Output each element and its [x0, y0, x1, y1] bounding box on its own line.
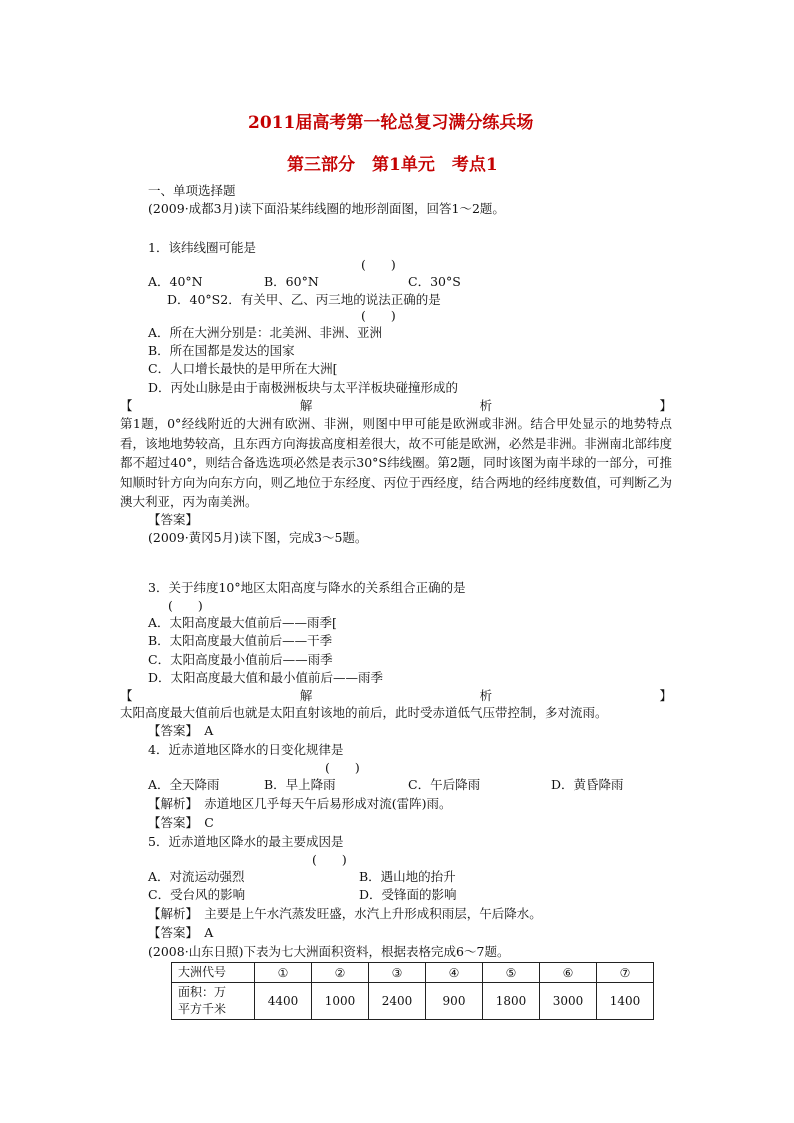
- table-cell-code: ⑤: [483, 963, 540, 983]
- page-subtitle: 第三部分 第1单元 考点1: [287, 155, 498, 175]
- q3-option-b: B．太阳高度最大值前后——干季: [148, 633, 333, 648]
- q4-option-b: B．早上降雨: [264, 777, 336, 792]
- analysis-char-2: 析: [479, 398, 493, 413]
- table-cell-code: ⑥: [540, 963, 597, 983]
- area-header-line2: 平方千米: [178, 1002, 227, 1016]
- continent-area-table: [171, 962, 654, 1020]
- q1-option-d-q2-stem: D．40°S2．有关甲、乙、丙三地的说法正确的是: [167, 292, 441, 307]
- analysis-paragraph-1: 第1题，0°经线附近的大洲有欧洲、非洲，则图中甲可能是欧洲或非洲。结合甲处显示的地势特点看，该地地势较高，且东西方向海拔高度相差很大，故不可能是欧洲，必然是非洲。非洲南北部纬度都不超过40°，则结合备选选项必然是表示30°S纬线圈。第2题，同时该图为南半球的一部分，可推知顺时针方向为向东方向，则乙地位于东经度、丙位于西经度，结合两地的经纬度数值，可判断乙为澳大利亚，丙为南美洲。: [120, 416, 672, 509]
- q1-option-a: A．40°N: [148, 274, 203, 289]
- q3-stem: 3．关于纬度10°地区太阳高度与降水的关系组合正确的是: [148, 580, 466, 595]
- table-row: [172, 983, 654, 1020]
- analysis-char-1: 解: [299, 398, 313, 413]
- analysis-char-2: 析: [479, 688, 493, 703]
- analysis-header-1: [120, 397, 672, 415]
- q4-option-d: D．黄昏降雨: [551, 777, 624, 792]
- table-cell-area: 3000: [540, 983, 597, 1020]
- q4-stem: 4．近赤道地区降水的日变化规律是: [148, 742, 344, 757]
- analysis-char-1: 解: [299, 688, 313, 703]
- table-row: [172, 963, 654, 983]
- area-header-line1: 面积：万: [178, 985, 227, 999]
- section-heading: 一、单项选择题: [148, 183, 236, 198]
- q5-option-b: B．遇山地的抬升: [359, 869, 456, 884]
- table-header-area: [172, 983, 255, 1020]
- analysis-5: 【解析】 主要是上午水汽蒸发旺盛，水汽上升形成积雨层，午后降水。: [148, 906, 542, 921]
- table-cell-area: 900: [426, 983, 483, 1020]
- answer-1: 【答案】: [148, 512, 199, 527]
- table-cell-code: ④: [426, 963, 483, 983]
- group2-intro: (2009·黄冈5月)读下图，完成3～5题。: [148, 530, 368, 545]
- answer-5: 【答案】 A: [148, 925, 214, 940]
- q5-stem: 5．近赤道地区降水的最主要成因是: [148, 834, 344, 849]
- table-cell-area: 1800: [483, 983, 540, 1020]
- table-cell-area: 1400: [597, 983, 654, 1020]
- q5-option-c: C．受台风的影响: [148, 887, 246, 902]
- q1-stem: 1．该纬线圈可能是: [148, 240, 256, 255]
- analysis-4: 【解析】 赤道地区几乎每天午后易形成对流(雷阵)雨。: [148, 796, 452, 811]
- bracket-open: 【: [120, 398, 133, 413]
- table-cell-area: 2400: [369, 983, 426, 1020]
- q2-option-b: B．所在国都是发达的国家: [148, 343, 295, 358]
- q2-option-c: C．人口增长最快的是甲所在大洲[: [148, 361, 338, 376]
- q5-blank: ( ): [312, 852, 347, 867]
- group3-intro: (2008·山东日照)下表为七大洲面积资料，根据表格完成6～7题。: [148, 944, 510, 959]
- q5-option-a: A．对流运动强烈: [148, 869, 245, 884]
- table-cell-code: ①: [255, 963, 312, 983]
- q3-option-a: A．太阳高度最大值前后——雨季[: [148, 615, 337, 630]
- q2-option-a: A．所在大洲分别是：北美洲、非洲、亚洲: [148, 325, 383, 340]
- bracket-close: 】: [659, 398, 672, 413]
- page-title: 2011届高考第一轮总复习满分练兵场: [248, 113, 534, 133]
- q2-option-d: D．丙处山脉是由于南极洲板块与太平洋板块碰撞形成的: [148, 380, 459, 395]
- bracket-open: 【: [120, 688, 133, 703]
- analysis-paragraph-3: 太阳高度最大值前后也就是太阳直射该地的前后，此时受赤道低气压带控制，多对流雨。: [120, 705, 608, 720]
- q2-blank: ( ): [361, 308, 396, 323]
- q3-option-d: D．太阳高度最大值和最小值前后——雨季: [148, 670, 384, 685]
- q3-blank: ( ): [168, 598, 203, 613]
- table-header-code: 大洲代号: [172, 963, 255, 983]
- table-cell-code: ③: [369, 963, 426, 983]
- analysis-header-3: [120, 687, 672, 705]
- table-cell-area: 1000: [312, 983, 369, 1020]
- q3-option-c: C．太阳高度最小值前后——雨季: [148, 652, 333, 667]
- table-cell-area: 4400: [255, 983, 312, 1020]
- q1-option-b: B．60°N: [264, 274, 319, 289]
- group1-intro: (2009·成都3月)读下面沿某纬线圈的地形剖面图，回答1～2题。: [148, 201, 505, 216]
- bracket-close: 】: [659, 688, 672, 703]
- q4-option-c: C．午后降雨: [408, 777, 481, 792]
- q4-blank: ( ): [325, 760, 360, 775]
- answer-4: 【答案】 C: [148, 815, 214, 830]
- q4-option-a: A．全天降雨: [148, 777, 220, 792]
- table-cell-code: ⑦: [597, 963, 654, 983]
- q1-blank: ( ): [361, 257, 396, 272]
- q1-option-c: C．30°S: [408, 274, 461, 289]
- table-cell-code: ②: [312, 963, 369, 983]
- q5-option-d: D．受锋面的影响: [359, 887, 457, 902]
- answer-3: 【答案】 A: [148, 723, 214, 738]
